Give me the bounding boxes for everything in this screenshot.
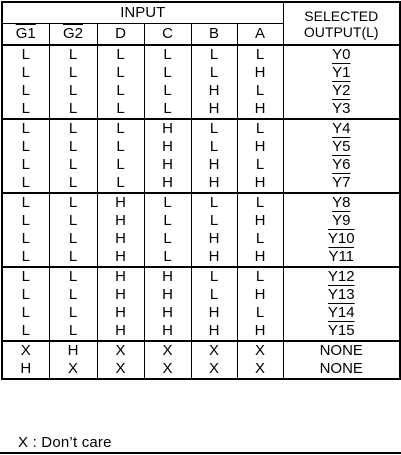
input-cell: H	[97, 322, 144, 341]
column-header-label: G2	[62, 25, 83, 42]
output-cell	[283, 138, 400, 156]
input-cell: H	[191, 322, 237, 341]
table-body	[2, 45, 400, 379]
input-cell: H	[191, 304, 237, 322]
input-cell: L	[97, 45, 144, 64]
input-cell: L	[49, 119, 97, 138]
column-header-label: C	[162, 25, 173, 42]
table-row	[2, 193, 400, 212]
input-cell: X	[2, 341, 49, 360]
input-cell: L	[2, 304, 49, 322]
input-cell: L	[2, 286, 49, 304]
table-row	[2, 100, 400, 119]
table-row	[2, 45, 400, 64]
input-cell: L	[49, 304, 97, 322]
output-cell	[283, 341, 400, 360]
input-cell: L	[144, 64, 191, 82]
input-cell: L	[97, 64, 144, 82]
input-cell: L	[191, 119, 237, 138]
output-cell	[283, 82, 400, 100]
input-cell: X	[144, 341, 191, 360]
input-cell: L	[97, 138, 144, 156]
input-cell: L	[144, 100, 191, 119]
input-cell: L	[144, 193, 191, 212]
input-cell: L	[191, 138, 237, 156]
output-cell	[283, 230, 400, 248]
input-cell: H	[97, 230, 144, 248]
table-row	[2, 156, 400, 174]
input-cell: L	[2, 230, 49, 248]
input-cell: X	[237, 360, 283, 379]
input-cell: H	[191, 230, 237, 248]
input-cell: L	[191, 45, 237, 64]
column-header-b	[191, 24, 237, 46]
input-cell: L	[2, 82, 49, 100]
input-cell: H	[237, 174, 283, 193]
input-cell: X	[97, 360, 144, 379]
input-cell: L	[49, 193, 97, 212]
input-cell: H	[144, 138, 191, 156]
input-cell: L	[97, 174, 144, 193]
input-cell: X	[237, 341, 283, 360]
table-row	[2, 304, 400, 322]
output-cell	[283, 193, 400, 212]
input-cell: L	[97, 100, 144, 119]
input-cell: L	[144, 230, 191, 248]
output-header	[283, 2, 400, 45]
column-header-label: A	[254, 25, 265, 42]
input-cell: H	[97, 286, 144, 304]
input-cell: L	[2, 156, 49, 174]
input-cell: L	[49, 267, 97, 286]
output-value: Y11	[328, 248, 355, 265]
input-cell: L	[2, 322, 49, 341]
input-cell: L	[144, 248, 191, 267]
input-cell: L	[191, 193, 237, 212]
input-cell: L	[2, 267, 49, 286]
output-value: Y6	[332, 156, 351, 173]
input-cell: H	[144, 156, 191, 174]
output-value: Y5	[332, 138, 351, 155]
input-cell: L	[49, 212, 97, 230]
output-cell	[283, 322, 400, 341]
output-value: Y0	[332, 46, 351, 63]
input-cell: H	[237, 138, 283, 156]
input-cell: L	[49, 100, 97, 119]
input-cell: L	[49, 64, 97, 82]
input-cell: X	[191, 341, 237, 360]
input-cell: H	[2, 360, 49, 379]
input-cell: L	[191, 267, 237, 286]
truth-table	[1, 1, 401, 380]
input-cell: H	[144, 174, 191, 193]
output-cell	[283, 212, 400, 230]
input-cell: L	[97, 156, 144, 174]
output-value: NONE	[319, 342, 363, 359]
output-cell	[283, 100, 400, 119]
input-cell: L	[237, 193, 283, 212]
output-cell	[283, 45, 400, 64]
output-value: NONE	[319, 360, 363, 377]
input-cell: L	[49, 286, 97, 304]
input-cell: H	[144, 304, 191, 322]
input-cell: L	[191, 64, 237, 82]
output-cell	[283, 174, 400, 193]
input-cell: H	[144, 286, 191, 304]
input-cell: H	[237, 248, 283, 267]
output-cell	[283, 119, 400, 138]
table-row	[2, 286, 400, 304]
output-value: Y7	[332, 174, 351, 191]
table-row	[2, 341, 400, 360]
input-cell: L	[191, 286, 237, 304]
input-cell: X	[49, 360, 97, 379]
output-cell	[283, 156, 400, 174]
input-cell: X	[97, 341, 144, 360]
table-header	[2, 2, 400, 45]
input-cell: L	[2, 248, 49, 267]
output-value: Y12	[327, 268, 355, 285]
column-header-g1	[2, 24, 49, 46]
bottom-rule	[0, 452, 401, 454]
input-cell: H	[97, 193, 144, 212]
input-cell: H	[97, 304, 144, 322]
table-row	[2, 360, 400, 379]
input-cell: L	[97, 119, 144, 138]
input-cell: H	[191, 156, 237, 174]
input-cell: L	[2, 64, 49, 82]
input-cell: H	[237, 322, 283, 341]
input-cell: L	[237, 156, 283, 174]
column-header-label: D	[115, 25, 126, 42]
output-value: Y15	[327, 322, 355, 339]
input-cell: H	[191, 174, 237, 193]
table-row	[2, 174, 400, 193]
input-cell: L	[2, 193, 49, 212]
table-row	[2, 267, 400, 286]
column-header-label: B	[208, 25, 219, 42]
input-cell: H	[237, 100, 283, 119]
input-cell: L	[2, 138, 49, 156]
input-cell: X	[144, 360, 191, 379]
input-cell: L	[237, 82, 283, 100]
input-cell: H	[191, 82, 237, 100]
input-cell: L	[2, 119, 49, 138]
input-cell: H	[191, 100, 237, 119]
input-cell: L	[237, 45, 283, 64]
column-header-a	[237, 24, 283, 46]
output-value: Y3	[332, 100, 351, 117]
column-header-g2	[49, 24, 97, 46]
input-cell: H	[97, 267, 144, 286]
output-value: Y2	[332, 82, 351, 99]
input-cell: L	[144, 45, 191, 64]
input-cell: L	[237, 304, 283, 322]
input-cell: H	[237, 212, 283, 230]
input-cell: X	[191, 360, 237, 379]
dont-care-note: X : Don’t care	[18, 434, 112, 451]
output-cell	[283, 360, 400, 379]
input-cell: H	[144, 322, 191, 341]
input-cell: L	[237, 119, 283, 138]
input-cell: L	[2, 45, 49, 64]
input-cell: L	[49, 82, 97, 100]
output-value: Y1	[332, 64, 351, 81]
input-cell: L	[49, 322, 97, 341]
input-cell: L	[237, 267, 283, 286]
input-header: INPUT	[2, 2, 283, 24]
input-cell: H	[49, 341, 97, 360]
input-cell: L	[237, 230, 283, 248]
input-cell: L	[49, 138, 97, 156]
column-header-d	[97, 24, 144, 46]
table-row	[2, 212, 400, 230]
table-row	[2, 138, 400, 156]
input-cell: H	[144, 119, 191, 138]
output-cell	[283, 267, 400, 286]
input-cell: L	[191, 212, 237, 230]
input-cell: L	[49, 174, 97, 193]
input-cell: L	[2, 100, 49, 119]
table-row	[2, 82, 400, 100]
input-cell: H	[144, 267, 191, 286]
output-header-line2: OUTPUT(L)	[303, 23, 379, 40]
input-cell: L	[49, 45, 97, 64]
output-value: Y8	[332, 194, 351, 211]
column-header-label: G1	[15, 25, 36, 42]
output-cell	[283, 248, 400, 267]
input-cell: L	[97, 82, 144, 100]
input-cell: H	[237, 64, 283, 82]
output-cell	[283, 304, 400, 322]
output-value: Y10	[327, 230, 355, 247]
column-header-c	[144, 24, 191, 46]
output-header-line1: SELECTED	[304, 7, 379, 24]
input-cell: L	[144, 82, 191, 100]
input-cell: H	[97, 248, 144, 267]
input-cell: L	[144, 212, 191, 230]
input-cell: L	[2, 212, 49, 230]
input-cell: H	[237, 286, 283, 304]
table-row	[2, 119, 400, 138]
output-value: Y13	[327, 286, 355, 303]
table-row	[2, 322, 400, 341]
table-row	[2, 230, 400, 248]
output-value: Y4	[332, 120, 351, 137]
input-cell: L	[49, 156, 97, 174]
output-value: Y14	[327, 304, 355, 321]
input-cell: L	[49, 248, 97, 267]
input-cell: L	[2, 174, 49, 193]
table-row	[2, 64, 400, 82]
output-value: Y9	[332, 212, 351, 229]
input-cell: H	[97, 212, 144, 230]
output-cell	[283, 286, 400, 304]
input-cell: L	[49, 230, 97, 248]
output-cell	[283, 64, 400, 82]
input-cell: H	[191, 248, 237, 267]
table-row	[2, 248, 400, 267]
